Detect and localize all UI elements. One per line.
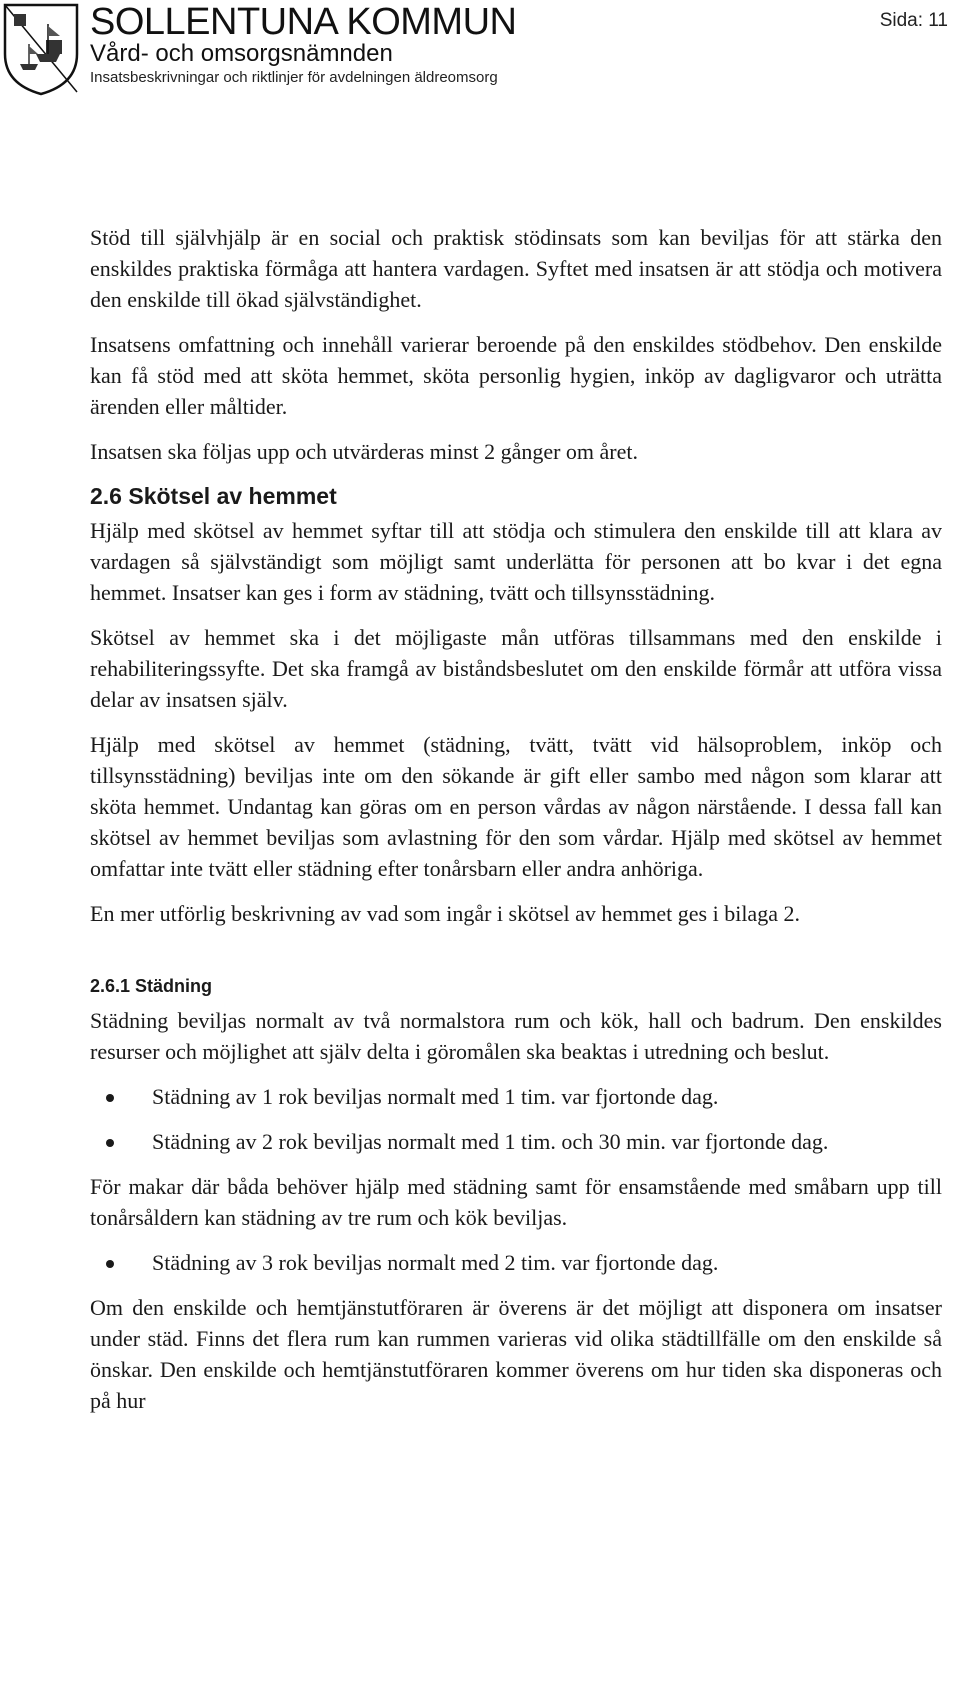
bullet-icon xyxy=(106,1139,114,1147)
list-item-text: Städning av 3 rok beviljas normalt med 2 tim. var fjortonde dag. xyxy=(152,1250,719,1275)
bullet-list-1 xyxy=(90,1081,942,1157)
document-header xyxy=(0,0,960,110)
section-2-6-paragraph-2: Skötsel av hemmet ska i det möjligaste mån utföras tillsammans med den enskilde i rehabiliteringssyfte. Det ska framgå av biståndsbeslutet om den enskilde förmår att utföra vissa delar av insatsen själv. xyxy=(90,625,942,712)
intro-paragraph-1: Stöd till självhjälp är en social och praktisk stödinsats som kan beviljas för att stärka den enskildes praktiska förmåga att hantera vardagen. Syftet med insatsen är att stödja och motivera den enskilde till ökad självständighet. xyxy=(90,225,942,312)
list-item-text: Städning av 2 rok beviljas normalt med 1 tim. och 30 min. var fjortonde dag. xyxy=(152,1129,829,1154)
page-number: Sida: 11 xyxy=(879,10,948,31)
list-item xyxy=(90,1247,942,1278)
section-2-6-1-paragraph-3: Om den enskilde och hemtjänstutföraren är överens är det möjligt att disponera om insatser under städ. Finns det flera rum kan rummen varieras vid olika städtillfälle om den enskilde så önskar. Den enskilde och hemtjänstutföraren kommer överens om hur tiden ska disponeras och på hur xyxy=(90,1295,942,1413)
intro-paragraph-2: Insatsens omfattning och innehåll varierar beroende på den enskildes stödbehov. Den enskilde kan få stöd med att sköta hemmet, sköta personlig hygien, inköp av dagligvaror och uträtta ärenden eller måltider. xyxy=(90,332,942,419)
intro-paragraph-3: Insatsen ska följas upp och utvärderas minst 2 gånger om året. xyxy=(90,439,639,464)
section-2-6-paragraph-4: En mer utförlig beskrivning av vad som ingår i skötsel av hemmet ges i bilaga 2. xyxy=(90,901,800,926)
document-subtitle: Insatsbeskrivningar och riktlinjer för avdelningen äldreomsorg xyxy=(90,69,498,86)
organization-name: SOLLENTUNA KOMMUN xyxy=(90,1,517,43)
section-2-6-paragraph-1: Hjälp med skötsel av hemmet syftar till att stödja och stimulera den enskilde till att klara av vardagen så självständigt som möjligt samt underlätta för personen att bo kvar i det egna hemmet. Insatser kan ges i form av städning, tvätt och tillsynsstädning. xyxy=(90,518,942,605)
municipality-logo-icon xyxy=(2,2,80,96)
department-name: Vård- och omsorgsnämnden xyxy=(90,40,393,67)
list-item-text: Städning av 1 rok beviljas normalt med 1 tim. var fjortonde dag. xyxy=(152,1084,719,1109)
section-2-6-1-paragraph-1: Städning beviljas normalt av två normalstora rum och kök, hall och badrum. Den enskildes resurser och möjlighet att själv delta i göromålen ska beaktas i utredning och beslut. xyxy=(90,1008,942,1064)
section-2-6-1-paragraph-2: För makar där båda behöver hjälp med städning samt för ensamstående med småbarn upp till tonårsåldern kan städning av tre rum och kök beviljas. xyxy=(90,1174,942,1230)
bullet-list-2 xyxy=(90,1247,942,1278)
document-body xyxy=(90,222,942,1430)
section-heading-2-6: 2.6 Skötsel av hemmet xyxy=(90,483,337,509)
list-item xyxy=(90,1081,942,1112)
section-heading-2-6-1: 2.6.1 Städning xyxy=(90,976,213,996)
bullet-icon xyxy=(106,1260,114,1268)
list-item xyxy=(90,1126,942,1157)
section-2-6-paragraph-3: Hjälp med skötsel av hemmet (städning, tvätt, tvätt vid hälsoproblem, inköp och tillsynsstädning) beviljas inte om den sökande är gift eller sambo med någon som klarar att sköta hemmet. Undantag kan göras om en person vårdas av någon närstående. I dessa fall kan skötsel av hemmet beviljas som avlastning för den som vårdar. Hjälp med skötsel av hemmet omfattar inte tvätt eller städning efter tonårsbarn eller andra anhöriga. xyxy=(90,732,942,881)
bullet-icon xyxy=(106,1094,114,1102)
